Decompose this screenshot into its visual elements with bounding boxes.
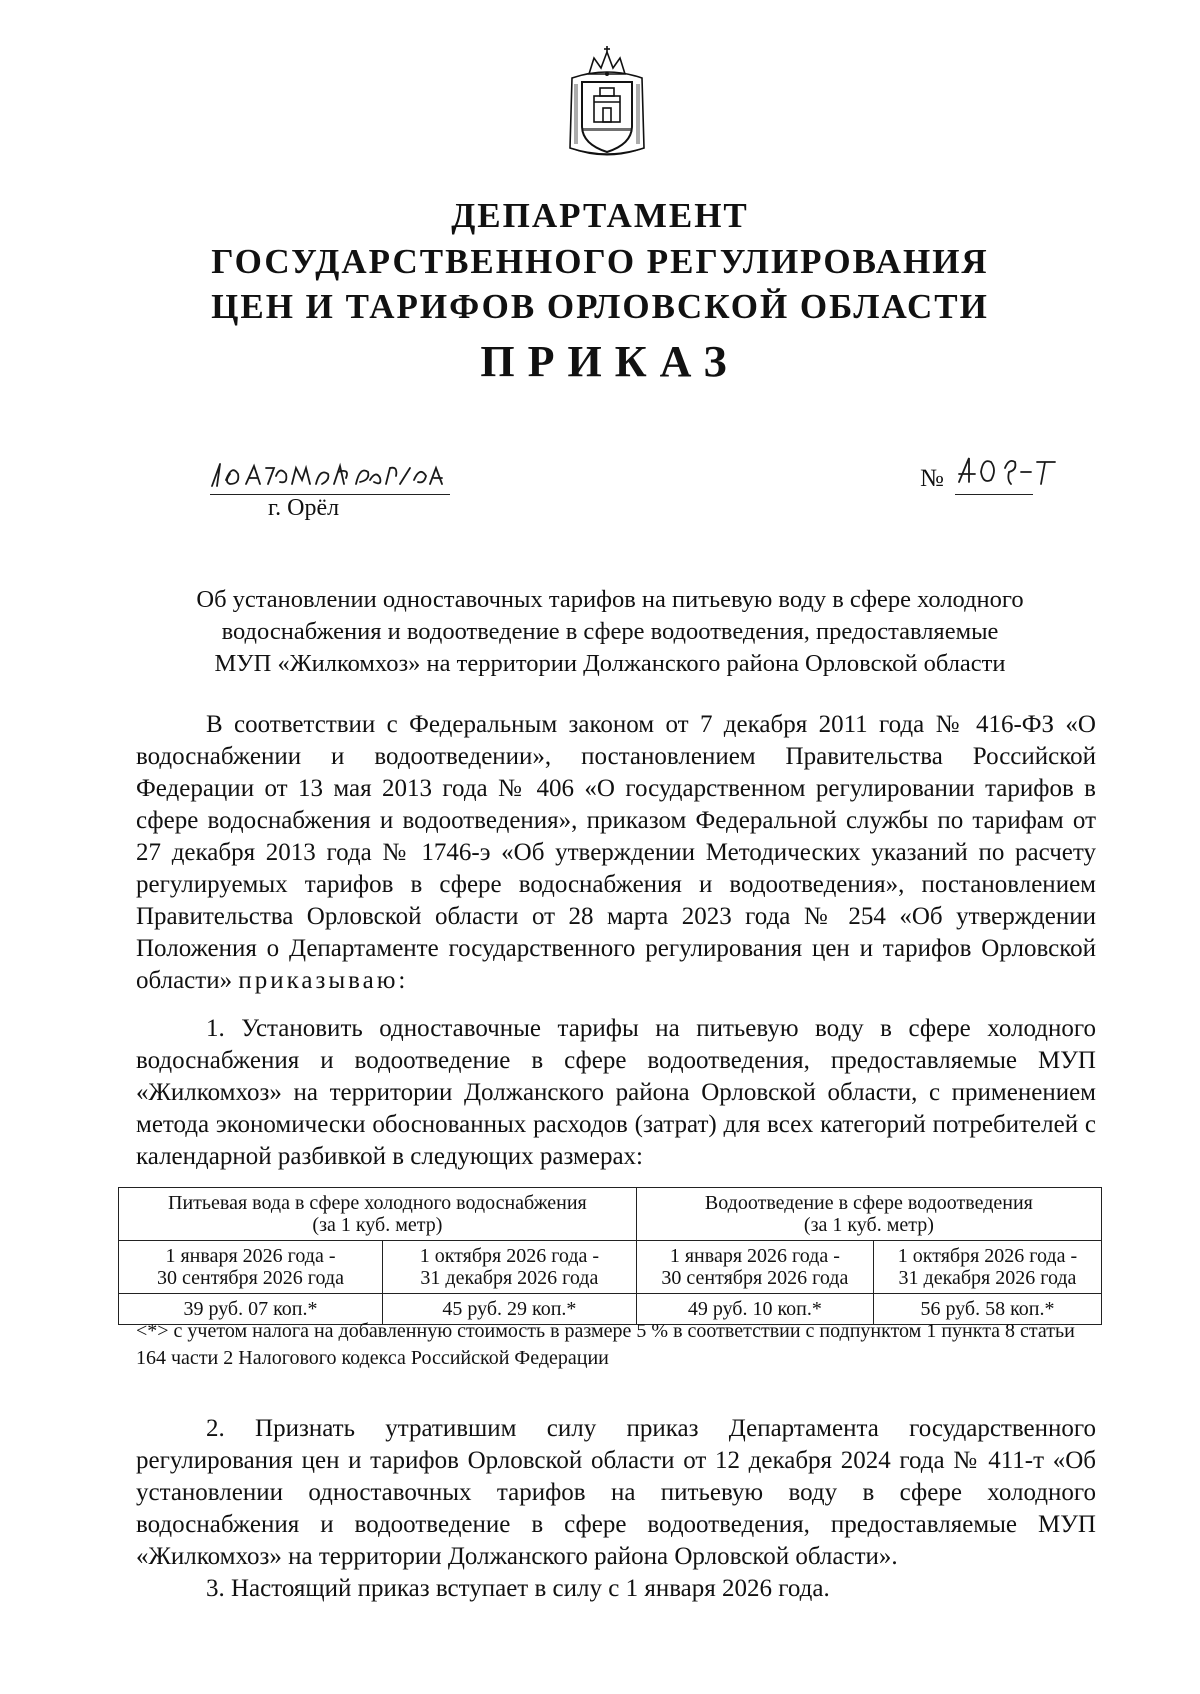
heading-line2: водоснабжения и водоотведение в сфере водоотведения, предоставляемые [221, 618, 999, 645]
handwritten-date [210, 450, 450, 490]
preamble-text: В соответствии с Федеральным законом от 7 декабря 2011 года № 416-ФЗ «О водоснабжении и водоотведении», постановлением Правительства Российской Федерации от 13 мая 2013 года № 406 «О государственном регулировании тарифов в сфере водоснабжения и водоотведения», приказом Федеральной службы по тарифам от 27 декабря 2013 года № 1746-э «Об утверждении Методических указаний по расчету регулируемых тарифов в сфере водоснабжения и водоотведения», постановлением Правительства Орловской области от 28 марта 2023 года № 254 «Об утверждении Положения о Департаменте государственного регулирования цен и тарифов Орловской области» [136, 711, 1096, 994]
header-drinking-water: Питьевая вода в сфере холодного водоснабжения (за 1 куб. метр) [119, 1188, 637, 1241]
value-wastewater-1: 49 руб. 10 коп.* [636, 1294, 873, 1325]
period-water-2: 1 октября 2026 года - 31 декабря 2026 года [382, 1241, 636, 1294]
order-word: приказываю: [238, 967, 409, 994]
heading-line3: МУП «Жилкомхоз» на территории Должанского района Орловской области [214, 650, 1006, 677]
city-label: г. Орёл [268, 495, 340, 521]
handwritten-order-number [955, 450, 1065, 490]
value-wastewater-2: 56 руб. 58 коп.* [873, 1294, 1101, 1325]
table-header-row [119, 1188, 1102, 1241]
tariff-table [118, 1187, 1102, 1325]
department-name-line2: ГОСУДАРСТВЕННОГО РЕГУЛИРОВАНИЯ [211, 242, 989, 281]
department-name-line3: ЦЕН И ТАРИФОВ ОРЛОВСКОЙ ОБЛАСТИ [211, 287, 989, 326]
order-number-underline [955, 494, 1033, 495]
coat-of-arms-emblem [564, 44, 650, 164]
item-2-paragraph: 2. Признать утратившим силу приказ Департамента государственного регулирования цен и тарифов Орловской области от 12 декабря 2024 года № 411-т «Об установлении одноставочных тарифов на питьевую воду в сфере холодного водоснабжения и водоотведение в сфере водоотведения, предоставляемые МУП «Жилкомхоз» на территории Должанского района Орловской области». [136, 1415, 1096, 1570]
period-wastewater-2: 1 октября 2026 года - 31 декабря 2026 года [873, 1241, 1101, 1294]
heading-line1: Об установлении одноставочных тарифов на питьевую воду в сфере холодного [196, 586, 1024, 613]
period-water-1: 1 января 2026 года - 30 сентября 2026 года [119, 1241, 383, 1294]
order-title: ПРИКАЗ [480, 337, 740, 386]
document-heading [130, 584, 1090, 680]
preamble-paragraph [136, 709, 1096, 997]
item-1-paragraph: 1. Установить одноставочные тарифы на питьевую воду в сфере холодного водоснабжения и водоотведение в сфере водоотведения, предоставляемые МУП «Жилкомхоз» на территории Должанского района Орловской области, с применением метода экономически обоснованных расходов (затрат) для всех категорий потребителей с календарной разбивкой в следующих размерах: [136, 1015, 1096, 1170]
item-3-paragraph: 3. Настоящий приказ вступает в силу с 1 января 2026 года. [206, 1575, 830, 1602]
order-number-sign: № [920, 465, 944, 492]
table-footnote: <*> с учетом налога на добавленную стоимость в размере 5 % в соответствии с подпунктом 1 пункта 8 статьи 164 части 2 Налогового кодекса Российской Федерации [136, 1320, 1075, 1369]
header-wastewater: Водоотведение в сфере водоотведения (за 1 куб. метр) [636, 1188, 1101, 1241]
department-name-line1: ДЕПАРТАМЕНТ [451, 196, 749, 235]
table-period-row [119, 1241, 1102, 1294]
period-wastewater-1: 1 января 2026 года - 30 сентября 2026 года [636, 1241, 873, 1294]
value-water-2: 45 руб. 29 коп.* [382, 1294, 636, 1325]
value-water-1: 39 руб. 07 коп.* [119, 1294, 383, 1325]
